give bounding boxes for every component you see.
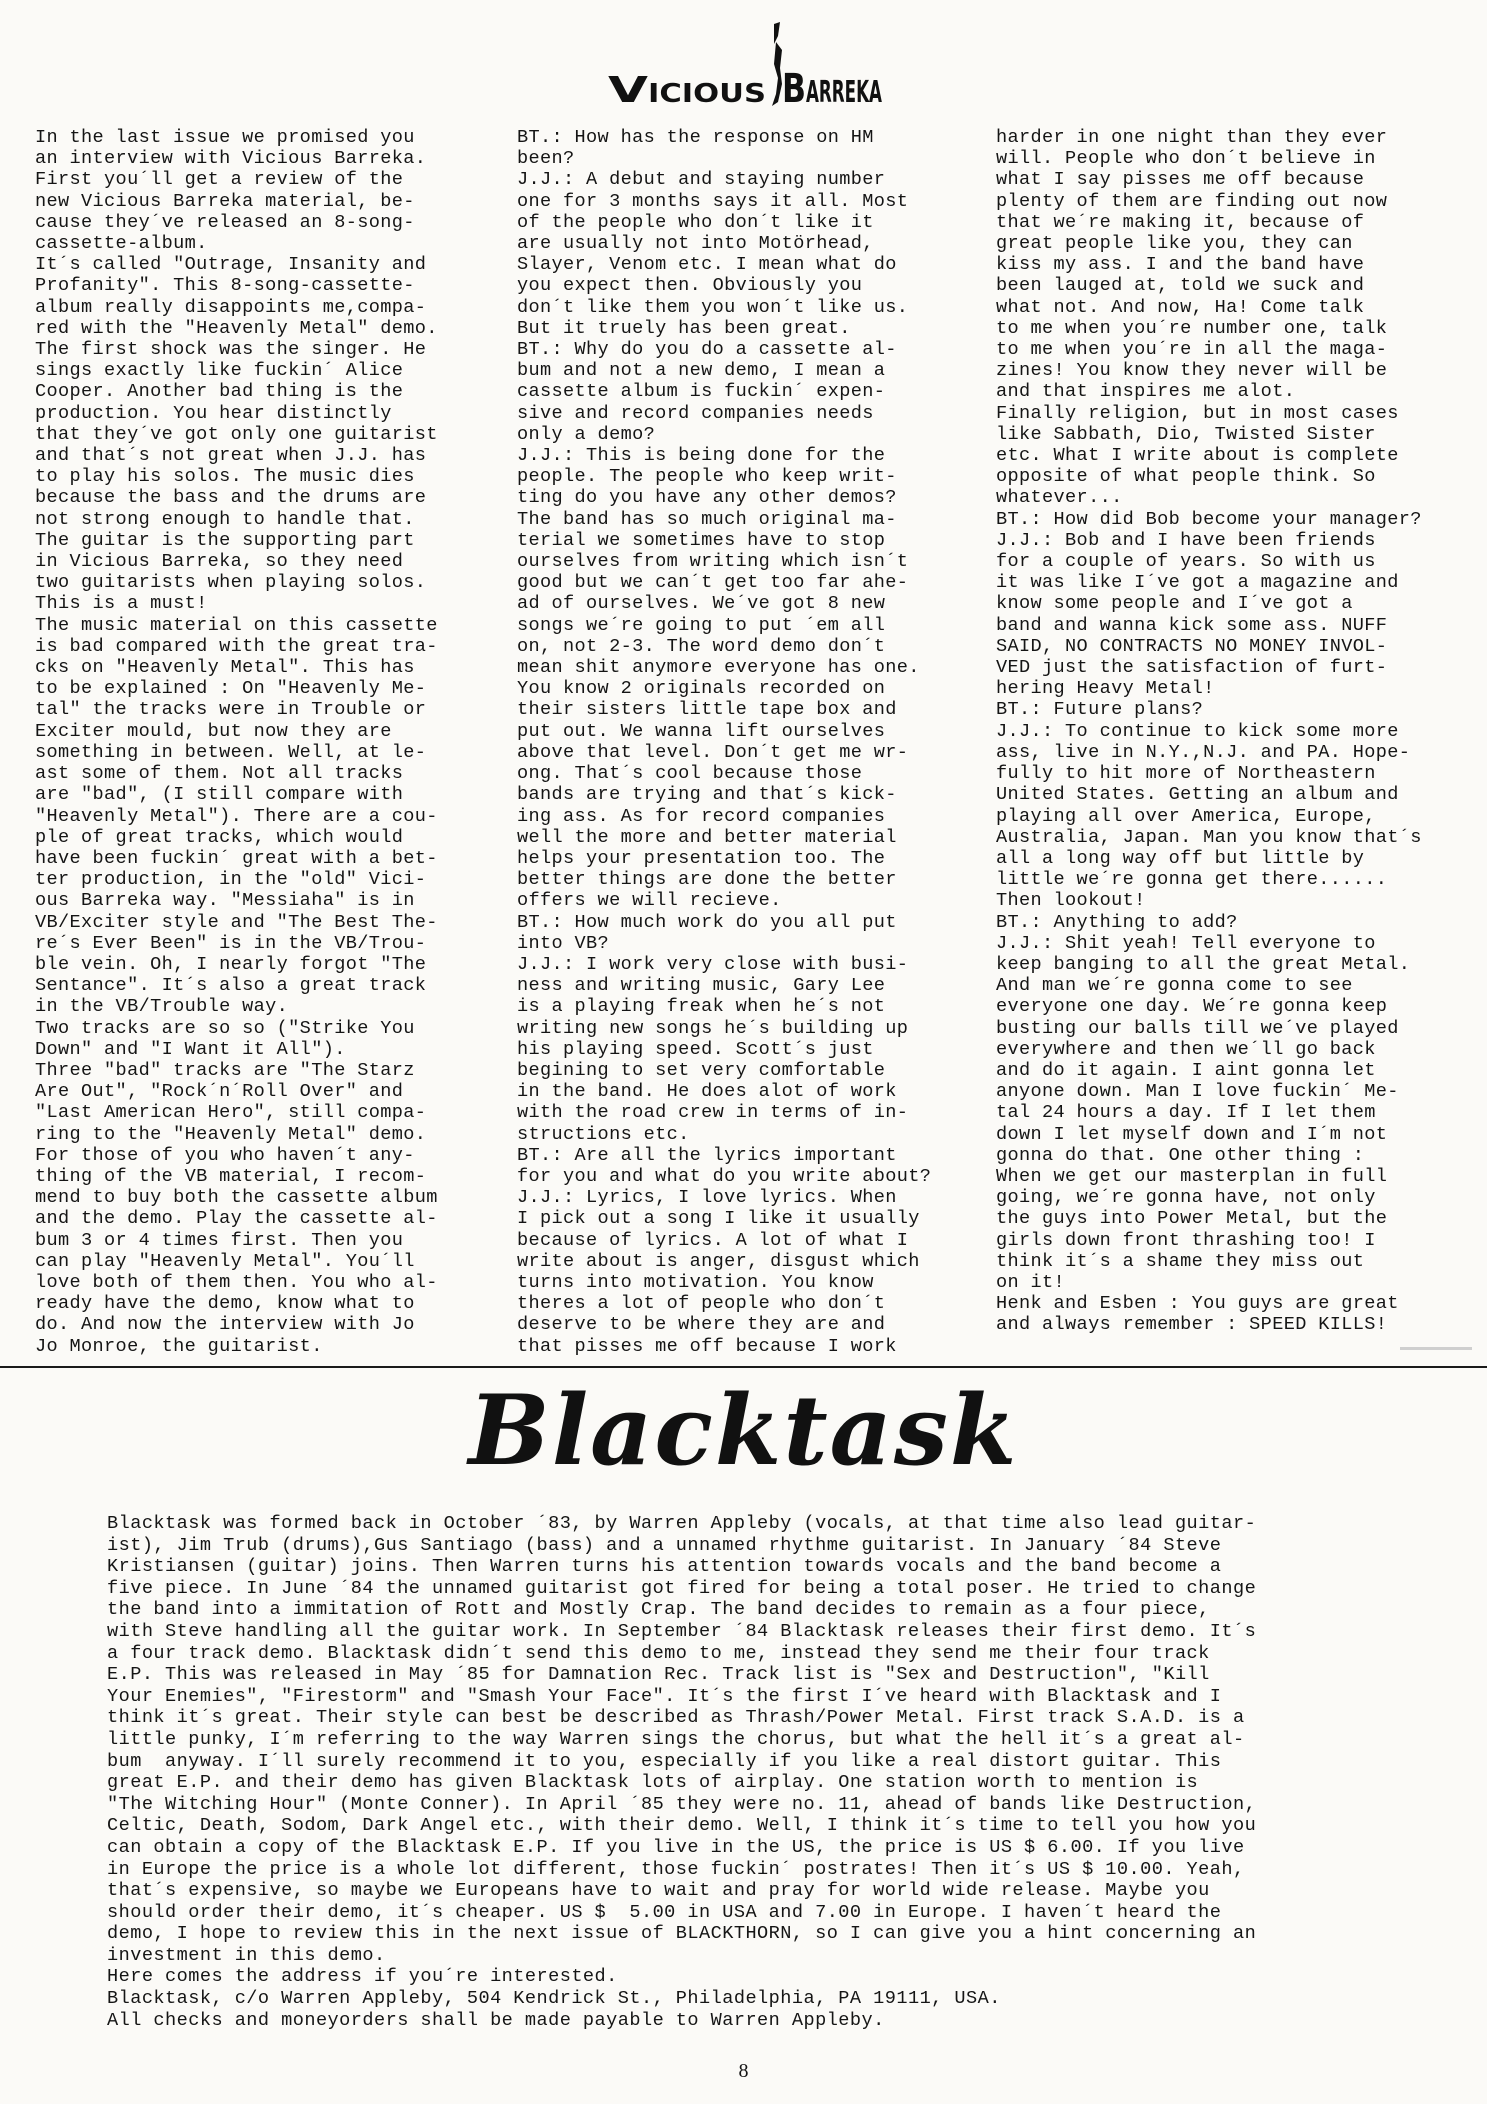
text-line: And man we´re gonna come to see	[996, 975, 1353, 997]
text-line: opposite of what people think. So	[996, 466, 1376, 488]
text-line: down I let myself down and I´m not	[996, 1123, 1388, 1145]
text-line: cks on "Heavenly Metal". This has	[35, 657, 415, 679]
text-line: VED just the satisfaction of furt-	[996, 657, 1388, 679]
text-line: in Vicious Barreka, so they need	[35, 551, 404, 573]
text-line: mend to buy both the cassette album	[35, 1187, 438, 1209]
text-line: think it´s great. Their style can best be described as Thrash/Power Metal. First track S.A.D. is a	[107, 1707, 1245, 1729]
text-line: you expect then. Obviously you	[517, 275, 863, 297]
vb-column-2	[517, 127, 931, 1357]
text-line: for you and what do you write about?	[517, 1165, 932, 1187]
text-line: to me when you´re number one, talk	[996, 317, 1388, 339]
svg-text:B: B	[782, 66, 806, 112]
text-line: ast some of them. Not all tracks	[35, 763, 404, 785]
text-line: album really disappoints me,compa-	[35, 296, 427, 318]
text-line: The music material on this cassette	[35, 614, 438, 636]
text-line: tal" the tracks were in Trouble or	[35, 699, 427, 721]
text-line: helps your presentation too. The	[517, 847, 886, 869]
text-line: mean shit anymore everyone has one.	[517, 657, 920, 679]
text-line: well the more and better material	[517, 826, 897, 848]
text-line: re´s Ever Been" is in the VB/Trou-	[35, 932, 427, 954]
text-line: that´s expensive, so maybe we Europeans have to wait and pray for world wide release. Maybe you	[107, 1880, 1210, 1902]
text-line: bum anyway. I´ll surely recommend it to you, especially if you like a real distort guitar. This	[107, 1750, 1222, 1772]
text-line: J.J.: I work very close with busi-	[517, 953, 909, 975]
text-line: with the road crew in terms of in-	[517, 1102, 909, 1124]
text-line: ing ass. As for record companies	[517, 805, 886, 827]
text-line: thing of the VB material, I recom-	[35, 1165, 427, 1187]
text-line: and the demo. Play the cassette al-	[35, 1208, 438, 1230]
text-line: cassette album is fuckin´ expen-	[517, 381, 886, 403]
text-line: Profanity". This 8-song-cassette-	[35, 275, 415, 297]
text-line: fully to hit more of Northeastern	[996, 763, 1376, 785]
text-line: bands are trying and that´s kick-	[517, 784, 897, 806]
text-line: of the people who don´t like it	[517, 211, 874, 233]
text-line: to me when you´re in all the maga-	[996, 339, 1388, 361]
text-line: something in between. Well, at le-	[35, 741, 427, 763]
text-line: better things are done the better	[517, 869, 897, 891]
text-line: are usually not into Motörhead,	[517, 233, 874, 255]
text-line: hering Heavy Metal!	[996, 678, 1215, 700]
text-line: only a demo?	[517, 423, 656, 445]
text-line: on, not 2-3. The word demo don´t	[517, 635, 886, 657]
text-line: Down" and "I Want it All").	[35, 1038, 346, 1060]
vicious-barreka-logo	[606, 22, 884, 110]
text-line: ong. That´s cool because those	[517, 763, 863, 785]
text-line: The first shock was the singer. He	[35, 339, 427, 361]
text-line: Sentance". It´s also a great track	[35, 975, 427, 997]
text-line: ist), Jim Trub (drums),Gus Santiago (bass) and a unnamed rhythme guitarist. In January ´84 Steve	[107, 1534, 1222, 1556]
text-line: two guitarists when playing solos.	[35, 572, 427, 594]
text-line: BT.: Future plans?	[996, 699, 1204, 721]
text-line: J.J.: Lyrics, I love lyrics. When	[517, 1187, 897, 1209]
text-line: It´s called "Outrage, Insanity and	[35, 254, 427, 276]
text-line: Two tracks are so so ("Strike You	[35, 1017, 415, 1039]
text-line: because the bass and the drums are	[35, 487, 427, 509]
text-line: ter production, in the "old" Vici-	[35, 869, 427, 891]
text-line: Blacktask was formed back in October ´83, by Warren Appleby (vocals, at that time also lead guitar-	[107, 1513, 1257, 1534]
text-line: little we´re gonna get there......	[996, 869, 1388, 891]
text-line: Henk and Esben : You guys are great	[996, 1293, 1399, 1315]
text-line: because of lyrics. A lot of what I	[517, 1229, 909, 1251]
text-line: red with the "Heavenly Metal" demo.	[35, 317, 438, 339]
section-divider	[0, 1366, 1487, 1368]
text-line: everyone one day. We´re gonna keep	[996, 996, 1388, 1018]
text-line: J.J.: This is being done for the	[517, 445, 886, 467]
text-line: been?	[517, 148, 575, 170]
text-line: and do it again. I aint gonna let	[996, 1059, 1376, 1081]
text-line: turns into motivation. You know	[517, 1271, 874, 1293]
text-line: and always remember : SPEED KILLS!	[996, 1314, 1388, 1336]
text-line: ourselves from writing which isn´t	[517, 551, 909, 573]
text-line: Finally religion, but in most cases	[996, 402, 1399, 424]
vb-column-3	[996, 127, 1422, 1336]
text-line: Three "bad" tracks are "The Starz	[35, 1059, 415, 1081]
text-line: what not. And now, Ha! Come talk	[996, 296, 1365, 318]
text-line: Your Enemies", "Firestorm" and "Smash Your Face". It´s the first I´ve heard with Blacktask and I	[107, 1685, 1222, 1707]
text-line: put out. We wanna lift ourselves	[517, 720, 886, 742]
text-line: everywhere and then we´ll go back	[996, 1038, 1376, 1060]
text-line: offers we will recieve.	[517, 890, 782, 912]
text-line: BT.: How much work do you all put	[517, 911, 897, 933]
text-line: in the VB/Trouble way.	[35, 996, 289, 1018]
text-line: ready have the demo, know what to	[35, 1293, 415, 1315]
text-line: zines! You know they never will be	[996, 360, 1388, 382]
text-line: that they´ve got only one guitarist	[35, 423, 438, 445]
page-number: 8	[738, 2060, 749, 2082]
text-line: I pick out a song I like it usually	[517, 1208, 920, 1230]
text-line: Kristiansen (guitar) joins. Then Warren turns his attention towards vocals and the band become a	[107, 1556, 1222, 1578]
text-line: E.P. This was released in May ´85 for Damnation Rec. Track list is "Sex and Destruction", "Kill	[107, 1664, 1210, 1686]
text-line: Jo Monroe, the guitarist.	[35, 1335, 323, 1357]
text-line: new Vicious Barreka material, be-	[35, 190, 415, 212]
svg-text:ICIOUS: ICIOUS	[648, 79, 766, 109]
text-line: production. You hear distinctly	[35, 402, 392, 424]
text-line: into VB?	[517, 932, 610, 954]
text-line: You know 2 originals recorded on	[517, 678, 886, 700]
blacktask-title: Blacktask	[468, 1374, 1019, 1487]
text-line: "Last American Hero", still compa-	[35, 1102, 427, 1124]
text-line: keep banging to all the great Metal.	[996, 953, 1411, 975]
text-line: is a playing freak when he´s not	[517, 996, 886, 1018]
text-line: terial we sometimes have to stop	[517, 529, 886, 551]
text-line: ring to the "Heavenly Metal" demo.	[35, 1123, 427, 1145]
scan-artifact	[1400, 1347, 1472, 1350]
text-line: not strong enough to handle that.	[35, 508, 415, 530]
text-line: people. The people who keep writ-	[517, 466, 897, 488]
text-line: demo, I hope to review this in the next issue of BLACKTHORN, so I can give you a hint concerning an	[107, 1923, 1257, 1945]
text-line: Here comes the address if you´re interested.	[107, 1966, 618, 1988]
text-line: a four track demo. Blacktask didn´t send this demo to me, instead they send me their four track	[107, 1642, 1210, 1664]
text-line: investment in this demo.	[107, 1944, 386, 1966]
text-line: BT.: How did Bob become your manager?	[996, 508, 1422, 530]
text-line: harder in one night than they ever	[996, 127, 1388, 148]
text-line: that we´re making it, because of	[996, 211, 1365, 233]
text-line: When we get our masterplan in full	[996, 1165, 1388, 1187]
text-line: cassette-album.	[35, 233, 208, 255]
text-line: kiss my ass. I and the band have	[996, 254, 1365, 276]
text-line: Exciter mould, but now they are	[35, 720, 392, 742]
text-line: ness and writing music, Gary Lee	[517, 975, 886, 997]
text-line: etc. What I write about is complete	[996, 445, 1399, 467]
text-line: songs we´re going to put ´em all	[517, 614, 886, 636]
text-line: gonna do that. One other thing :	[996, 1144, 1365, 1166]
text-line: BT.: Why do you do a cassette al-	[517, 339, 897, 361]
text-line: know some people and I´ve got a	[996, 593, 1353, 615]
text-line: J.J.: Shit yeah! Tell everyone to	[996, 932, 1376, 954]
text-line: bum 3 or 4 times first. Then you	[35, 1229, 404, 1251]
text-line: Are Out", "Rock´n´Roll Over" and	[35, 1081, 404, 1103]
text-line: girls down front thrashing too! I	[996, 1229, 1376, 1251]
text-line: in the band. He does alot of work	[517, 1081, 897, 1103]
text-line: plenty of them are finding out now	[996, 190, 1388, 212]
text-line: "Heavenly Metal"). There are a cou-	[35, 805, 438, 827]
text-line: write about is anger, disgust which	[517, 1250, 920, 1272]
blacktask-body	[107, 1513, 1256, 2031]
text-line: going, we´re gonna have, not only	[996, 1187, 1376, 1209]
text-line: have been fuckin´ great with a bet-	[35, 847, 438, 869]
text-line: Then lookout!	[996, 890, 1146, 912]
text-line: all a long way off but little by	[996, 847, 1365, 869]
text-line: deserve to be where they are and	[517, 1314, 886, 1336]
text-line: that pisses me off because I work	[517, 1335, 897, 1357]
text-line: Celtic, Death, Sodom, Dark Angel etc., with their demo. Well, I think it´s time to tell you how you	[107, 1815, 1257, 1837]
text-line: structions etc.	[517, 1123, 690, 1145]
text-line: ad of ourselves. We´ve got 8 new	[517, 593, 886, 615]
text-line: in Europe the price is a whole lot different, those fuckin´ postrates! Then it´s US $ 10.00. Yeah,	[107, 1858, 1245, 1880]
text-line: playing all over America, Europe,	[996, 805, 1376, 827]
svg-text:V: V	[608, 70, 649, 111]
text-line: "The Witching Hour" (Monte Conner). In April ´85 they were no. 11, ahead of bands like Destruction,	[107, 1793, 1257, 1815]
text-line: are "bad", (I still compare with	[35, 784, 404, 806]
text-line: J.J.: Bob and I have been friends	[996, 529, 1376, 551]
text-line: busting our balls till we´ve played	[996, 1017, 1399, 1039]
vb-column-1	[35, 127, 438, 1357]
text-line: will. People who don´t believe in	[996, 148, 1376, 170]
svg-text:ARREKA: ARREKA	[806, 75, 883, 110]
text-line: and that inspires me alot.	[996, 381, 1296, 403]
text-line: his playing speed. Scott´s just	[517, 1038, 874, 1060]
text-line: bum and not a new demo, I mean a	[517, 360, 886, 382]
text-line: to be explained : On "Heavenly Me-	[35, 678, 427, 700]
text-line: In the last issue we promised you	[35, 127, 415, 148]
text-line: should order their demo, it´s cheaper. US $ 5.00 in USA and 7.00 in Europe. I haven´t heard the	[107, 1901, 1222, 1923]
text-line: United States. Getting an album and	[996, 784, 1399, 806]
text-line: like Sabbath, Dio, Twisted Sister	[996, 423, 1376, 445]
text-line: it was like I´ve got a magazine and	[996, 572, 1399, 594]
text-line: theres a lot of people who don´t	[517, 1293, 886, 1315]
text-line: can play "Heavenly Metal". You´ll	[35, 1250, 415, 1272]
text-line: the band into a immitation of Rott and Mostly Crap. The band decides to remain as a four piece,	[107, 1599, 1210, 1621]
text-line: anyone down. Man I love fuckin´ Me-	[996, 1081, 1399, 1103]
text-line: SAID, NO CONTRACTS NO MONEY INVOL-	[996, 635, 1388, 657]
text-line: BT.: Are all the lyrics important	[517, 1144, 897, 1166]
text-line: love both of them then. You who al-	[35, 1271, 438, 1293]
text-line: their sisters little tape box and	[517, 699, 897, 721]
text-line: ting do you have any other demos?	[517, 487, 897, 509]
text-line: The band has so much original ma-	[517, 508, 897, 530]
text-line: begining to set very comfortable	[517, 1059, 886, 1081]
text-line: to play his solos. The music dies	[35, 466, 415, 488]
text-line: First you´ll get a review of the	[35, 169, 404, 191]
text-line: BT.: How has the response on HM	[517, 127, 874, 148]
text-line: good but we can´t get too far ahe-	[517, 572, 909, 594]
text-line: for a couple of years. So with us	[996, 551, 1376, 573]
text-line: All checks and moneyorders shall be made payable to Warren Appleby.	[107, 2009, 885, 2031]
text-line: ble vein. Oh, I nearly forgot "The	[35, 953, 427, 975]
text-line: what I say pisses me off because	[996, 169, 1365, 191]
text-line: do. And now the interview with Jo	[35, 1314, 415, 1336]
text-line: J.J.: To continue to kick some more	[996, 720, 1399, 742]
text-line: BT.: Anything to add?	[996, 911, 1238, 933]
text-line: been lauged at, told we suck and	[996, 275, 1365, 297]
text-line: above that level. Don´t get me wr-	[517, 741, 909, 763]
text-line: sings exactly like fuckin´ Alice	[35, 360, 404, 382]
text-line: five piece. In June ´84 the unnamed guitarist got fired for being a total poser. He tried to change	[107, 1577, 1257, 1599]
text-line: VB/Exciter style and "The Best The-	[35, 911, 438, 933]
text-line: is bad compared with the great tra-	[35, 635, 438, 657]
text-line: The guitar is the supporting part	[35, 529, 415, 551]
text-line: one for 3 months says it all. Most	[517, 190, 909, 212]
text-line: on it!	[996, 1271, 1066, 1293]
text-line: Australia, Japan. Man you know that´s	[996, 826, 1422, 848]
text-line: with Steve handling all the guitar work. In September ´84 Blacktask releases their first demo. It´s	[107, 1620, 1257, 1642]
text-line: band and wanna kick some ass. NUFF	[996, 614, 1388, 636]
text-line: Slayer, Venom etc. I mean what do	[517, 254, 897, 276]
text-line: sive and record companies needs	[517, 402, 874, 424]
text-line: ass, live in N.Y.,N.J. and PA. Hope-	[996, 741, 1411, 763]
text-line: Cooper. Another bad thing is the	[35, 381, 404, 403]
text-line: tal 24 hours a day. If I let them	[996, 1102, 1376, 1124]
text-line: the guys into Power Metal, but the	[996, 1208, 1388, 1230]
text-line: For those of you who haven´t any-	[35, 1144, 415, 1166]
text-line: Blacktask, c/o Warren Appleby, 504 Kendrick St., Philadelphia, PA 19111, USA.	[107, 1988, 1001, 2010]
text-line: whatever...	[996, 487, 1123, 509]
text-line: J.J.: A debut and staying number	[517, 169, 886, 191]
text-line: cause they´ve released an 8-song-	[35, 211, 415, 233]
text-line: great people like you, they can	[996, 233, 1353, 255]
text-line: an interview with Vicious Barreka.	[35, 148, 427, 170]
text-line: ous Barreka way. "Messiaha" is in	[35, 890, 415, 912]
text-line: think it´s a shame they miss out	[996, 1250, 1365, 1272]
text-line: writing new songs he´s building up	[517, 1017, 909, 1039]
text-line: little punky, I´m referring to the way Warren sings the chorus, but what the hell it´s a great al-	[107, 1728, 1245, 1750]
text-line: But it truely has been great.	[517, 317, 851, 339]
text-line: ple of great tracks, which would	[35, 826, 404, 848]
text-line: and that´s not great when J.J. has	[35, 445, 427, 467]
text-line: can obtain a copy of the Blacktask E.P. If you live in the US, the price is US $ 6.00. If you live	[107, 1836, 1245, 1858]
text-line: don´t like them you won´t like us.	[517, 296, 909, 318]
text-line: This is a must!	[35, 593, 208, 615]
text-line: great E.P. and their demo has given Blacktask lots of airplay. One station worth to mention is	[107, 1772, 1199, 1794]
